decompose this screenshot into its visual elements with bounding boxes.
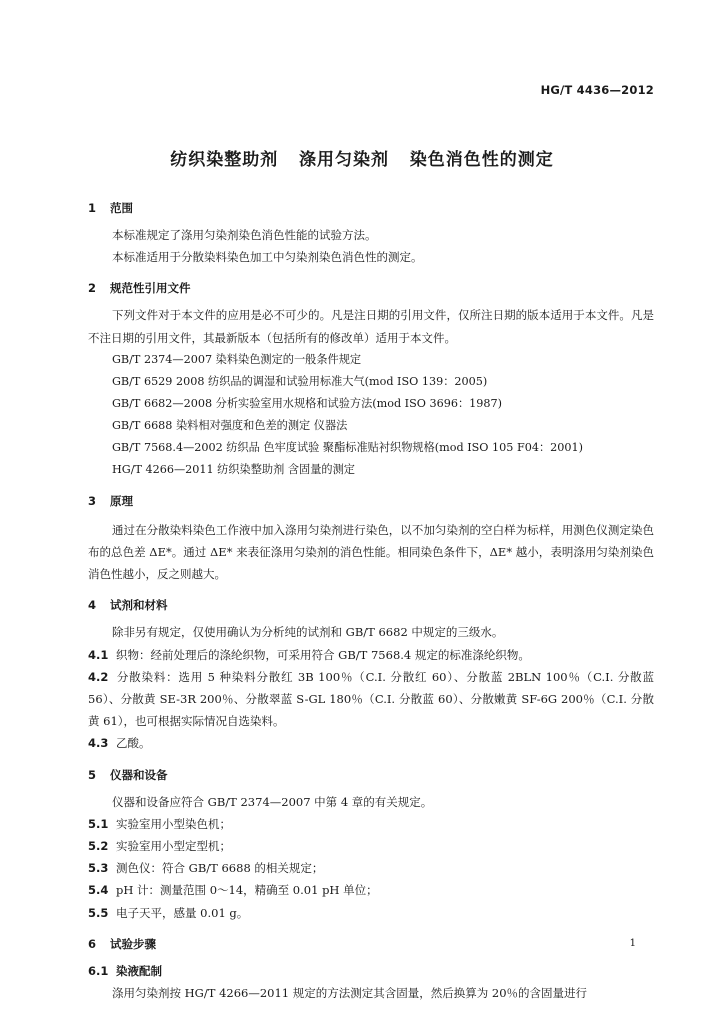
section-title: 试剂和材料	[110, 598, 168, 613]
reference-item: HG/T 4266—2011 纺织染整助剂 含固量的测定	[112, 462, 355, 476]
clause-text: 测色仪：符合 GB/T 6688 的相关规定；	[116, 861, 324, 876]
document-body	[88, 198, 654, 1004]
standard-number: HG/T 4436—2012	[540, 83, 654, 97]
section-heading-test-procedure	[88, 934, 654, 954]
clause-text: 电子天平，感量 0.01 g。	[116, 905, 249, 920]
paragraph: 仪器和设备应符合 GB/T 2374—2007 中第 4 章的有关规定。	[112, 794, 433, 809]
clause-number: 5.1	[88, 816, 109, 831]
section-heading-normative-references	[88, 278, 654, 298]
clause-item	[88, 732, 654, 754]
paragraph: 本标准规定了涤用匀染剂染色消色性能的试验方法。	[112, 228, 377, 242]
section-title: 规范性引用文件	[110, 281, 191, 296]
clause-item	[88, 666, 654, 733]
section-heading-principle	[88, 491, 654, 511]
clause-item	[88, 857, 654, 879]
reference-item: GB/T 2374—2007 染料染色测定的一般条件规定	[112, 352, 362, 366]
section-number: 3	[88, 493, 97, 508]
clause-number: 5.2	[88, 839, 109, 854]
section-number: 4	[88, 598, 97, 613]
section-number: 1	[88, 201, 97, 215]
subsection-heading	[88, 960, 654, 982]
paragraph: 除非另有规定，仅使用确认为分析纯的试剂和 GB/T 6682 中规定的三级水。	[112, 625, 504, 640]
section-title: 范围	[110, 201, 134, 215]
paragraph: 涤用匀染剂按 HG/T 4266—2011 规定的方法测定其含固量，然后换算为 20％的含固量进行	[112, 985, 588, 1000]
section-heading-scope	[88, 198, 654, 218]
section-number: 6	[88, 936, 97, 951]
paragraph: 通过在分散染料染色工作液中加入涤用匀染剂进行染色，以不加匀染剂的空白样为标样，用测色仪测定染色布的总色差 ΔE*。通过 ΔE* 来表征涤用匀染剂的消色性能。相同染色条件下，ΔE* 越小，表明涤用匀染剂染色消色性越小，反之则越大。	[88, 522, 654, 582]
clause-number: 4.2	[88, 669, 109, 684]
clause-number: 4.1	[88, 647, 109, 662]
clause-text: pH 计：测量范围 0～14，精确至 0.01 pH 单位；	[116, 883, 378, 898]
clause-item	[88, 813, 654, 835]
clause-text: 织物：经前处理后的涤纶织物，可采用符合 GB/T 7568.4 规定的标准涤纶织物。	[116, 647, 530, 662]
clause-number: 5.4	[88, 883, 109, 898]
paragraph: 本标准适用于分散染料染色加工中匀染剂染色消色性的测定。	[112, 250, 423, 265]
clause-number: 5.3	[88, 861, 109, 876]
reference-item: GB/T 7568.4—2002 纺织品 色牢度试验 聚酯标准贴衬织物规格(mod ISO 105 F04：2001)	[112, 440, 583, 454]
clause-number: 5.5	[88, 905, 109, 920]
paragraph: 下列文件对于本文件的应用是必不可少的。凡是注日期的引用文件，仅所注日期的版本适用于本文件。凡是不注日期的引用文件，其最新版本（包括所有的修改单）适用于本文件。	[88, 308, 654, 345]
clause-item	[88, 835, 654, 857]
section-title: 仪器和设备	[110, 767, 168, 782]
clause-item	[88, 902, 654, 924]
section-heading-apparatus	[88, 765, 654, 785]
clause-item	[88, 644, 654, 666]
clause-text: 分散染料：选用 5 种染料分散红 3B 100％（C.I. 分散红 60）、分散蓝 2BLN 100％（C.I. 分散蓝 56）、分散黄 SE-3R 200％、分散翠蓝 S-GL 180％（C.I. 分散蓝 60）、分散嫩黄 SF-6G 200％（C.I. 分散黄 61），也可根据实际情况自选染料。	[88, 669, 654, 729]
clause-text: 乙酸。	[116, 736, 151, 751]
subsection-title: 染液配制	[116, 963, 162, 978]
clause-number: 4.3	[88, 736, 109, 751]
reference-item: GB/T 6682—2008 分析实验室用水规格和试验方法(mod ISO 3696：1987)	[112, 396, 502, 410]
subsection-number: 6.1	[88, 963, 109, 978]
section-title: 试验步骤	[110, 936, 157, 951]
clause-text: 实验室用小型定型机；	[116, 839, 231, 854]
section-title: 原理	[110, 493, 134, 508]
clause-item	[88, 879, 654, 901]
reference-item: GB/T 6529 2008 纺织品的调湿和试验用标准大气(mod ISO 139：2005)	[112, 374, 488, 388]
section-number: 5	[88, 767, 97, 782]
document-title: 纺织染整助剂 涤用匀染剂 染色消色性的测定	[170, 150, 554, 170]
clause-text: 实验室用小型染色机；	[116, 816, 231, 831]
reference-item: GB/T 6688 染料相对强度和色差的测定 仪器法	[112, 418, 348, 432]
section-heading-reagents	[88, 595, 654, 615]
section-number: 2	[88, 281, 97, 296]
page-number: 1	[629, 938, 636, 949]
